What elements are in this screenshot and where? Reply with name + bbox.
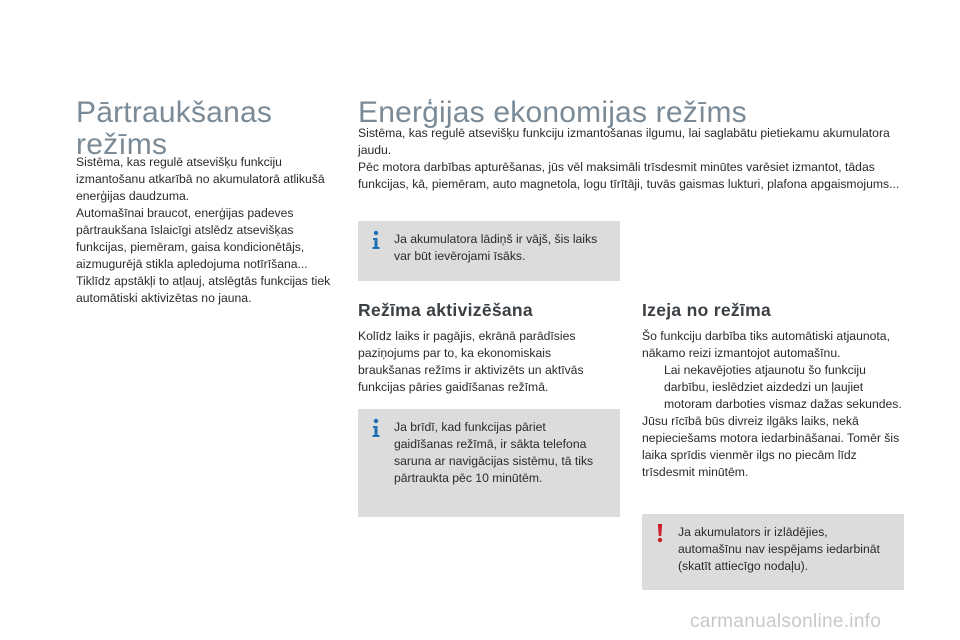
left-title-line-1: Pārtraukšanas [76,96,273,129]
warning-icon [651,522,669,544]
watermark: carmanualsonline.info [690,611,882,632]
exit-text: Šo funkciju darbība tiks automātiski atjaunota, nākamo reizi izmantojot automašīnu. [642,329,890,360]
activation-text: Kolīdz laiks ir pagājis, ekrānā parādīsies paziņojums par to, ka ekonomiskais braukšanas režīms ir aktivizēts un aktīvās funkcijas pāries gaidīšanas režīmā. [358,329,584,394]
right-intro-paragraph-1: Sistēma, kas regulē atsevišķu funkciju izmantošanas ilgumu, lai saglabātu pietiekamu akumulatora jaudu. [358,126,890,157]
left-paragraph-1: Sistēma, kas regulē atsevišķu funkciju izmantošanu atkarībā no akumulatorā atlikušā enerģijas daudzuma. [76,155,325,203]
exit-body [642,328,904,481]
left-title-line-2: režīms [76,128,168,161]
info-icon [367,229,385,251]
left-paragraph-3: Tiklīdz apstākļi to atļauj, atslēgtās funkcijas tiek automātiski aktivizētas no jauna. [76,274,331,305]
arrow-bullet-icon [642,362,664,413]
left-body [76,154,336,307]
info-note-phone-call-text: Ja brīdī, kad funkcijas pāriet gaidīšanas režīmā, ir sākta telefona saruna ar navigācijas sistēmu, tā tiks pārtraukta pēc 10 minūtēm. [394,420,594,485]
info-note-battery-low-text: Ja akumulatora lādiņš ir vājš, šis laiks var būt ievērojami īsāks. [394,232,598,263]
exit-heading: Izeja no režīma [642,300,771,320]
warning-note-battery-discharged-text: Ja akumulators ir izlādējies, automašīnu nav iespējams iedarbināt (skatīt attiecīgo nodaļu). [678,525,880,573]
exit-bullet [642,362,904,413]
right-title: Enerģijas ekonomijas režīms [358,96,747,129]
left-title [76,97,326,161]
activation-heading: Režīma aktivizēšana [358,300,533,320]
left-paragraph-2: Automašīnai braucot, enerģijas padeves pārtraukšana īslaicīgi atslēdz atsevišķas funkcijas, piemēram, gaisa kondicionētājs, aizmugurējā stikla apledojuma notīrīšana... [76,206,308,271]
exit-bullet-text: Lai nekavējoties atjaunotu šo funkciju darbību, ieslēdziet aizdedzi un ļaujiet motoram darboties vismaz dažas sekundes. [664,363,902,411]
info-icon [367,417,385,439]
info-note-phone-call [358,409,620,517]
exit-text-2: Jūsu rīcībā būs divreiz ilgāks laiks, nekā nepieciešams motora iedarbināšanai. Tomēr šis laika sprīdis vienmēr ilgs no piecām līdz trīsdesmit minūtēm. [642,414,900,479]
right-intro-paragraph-2: Pēc motora darbības apturēšanas, jūs vēl maksimāli trīsdesmit minūtes varēsiet izmantot, tādas funkcijas, kā, piemēram, auto magnetola, logu tīrītāji, tuvās gaismas lukturi, plafona apgaismojums... [358,160,900,191]
warning-note-battery-discharged [642,514,904,590]
right-intro [358,125,906,193]
info-note-battery-low [358,221,620,281]
